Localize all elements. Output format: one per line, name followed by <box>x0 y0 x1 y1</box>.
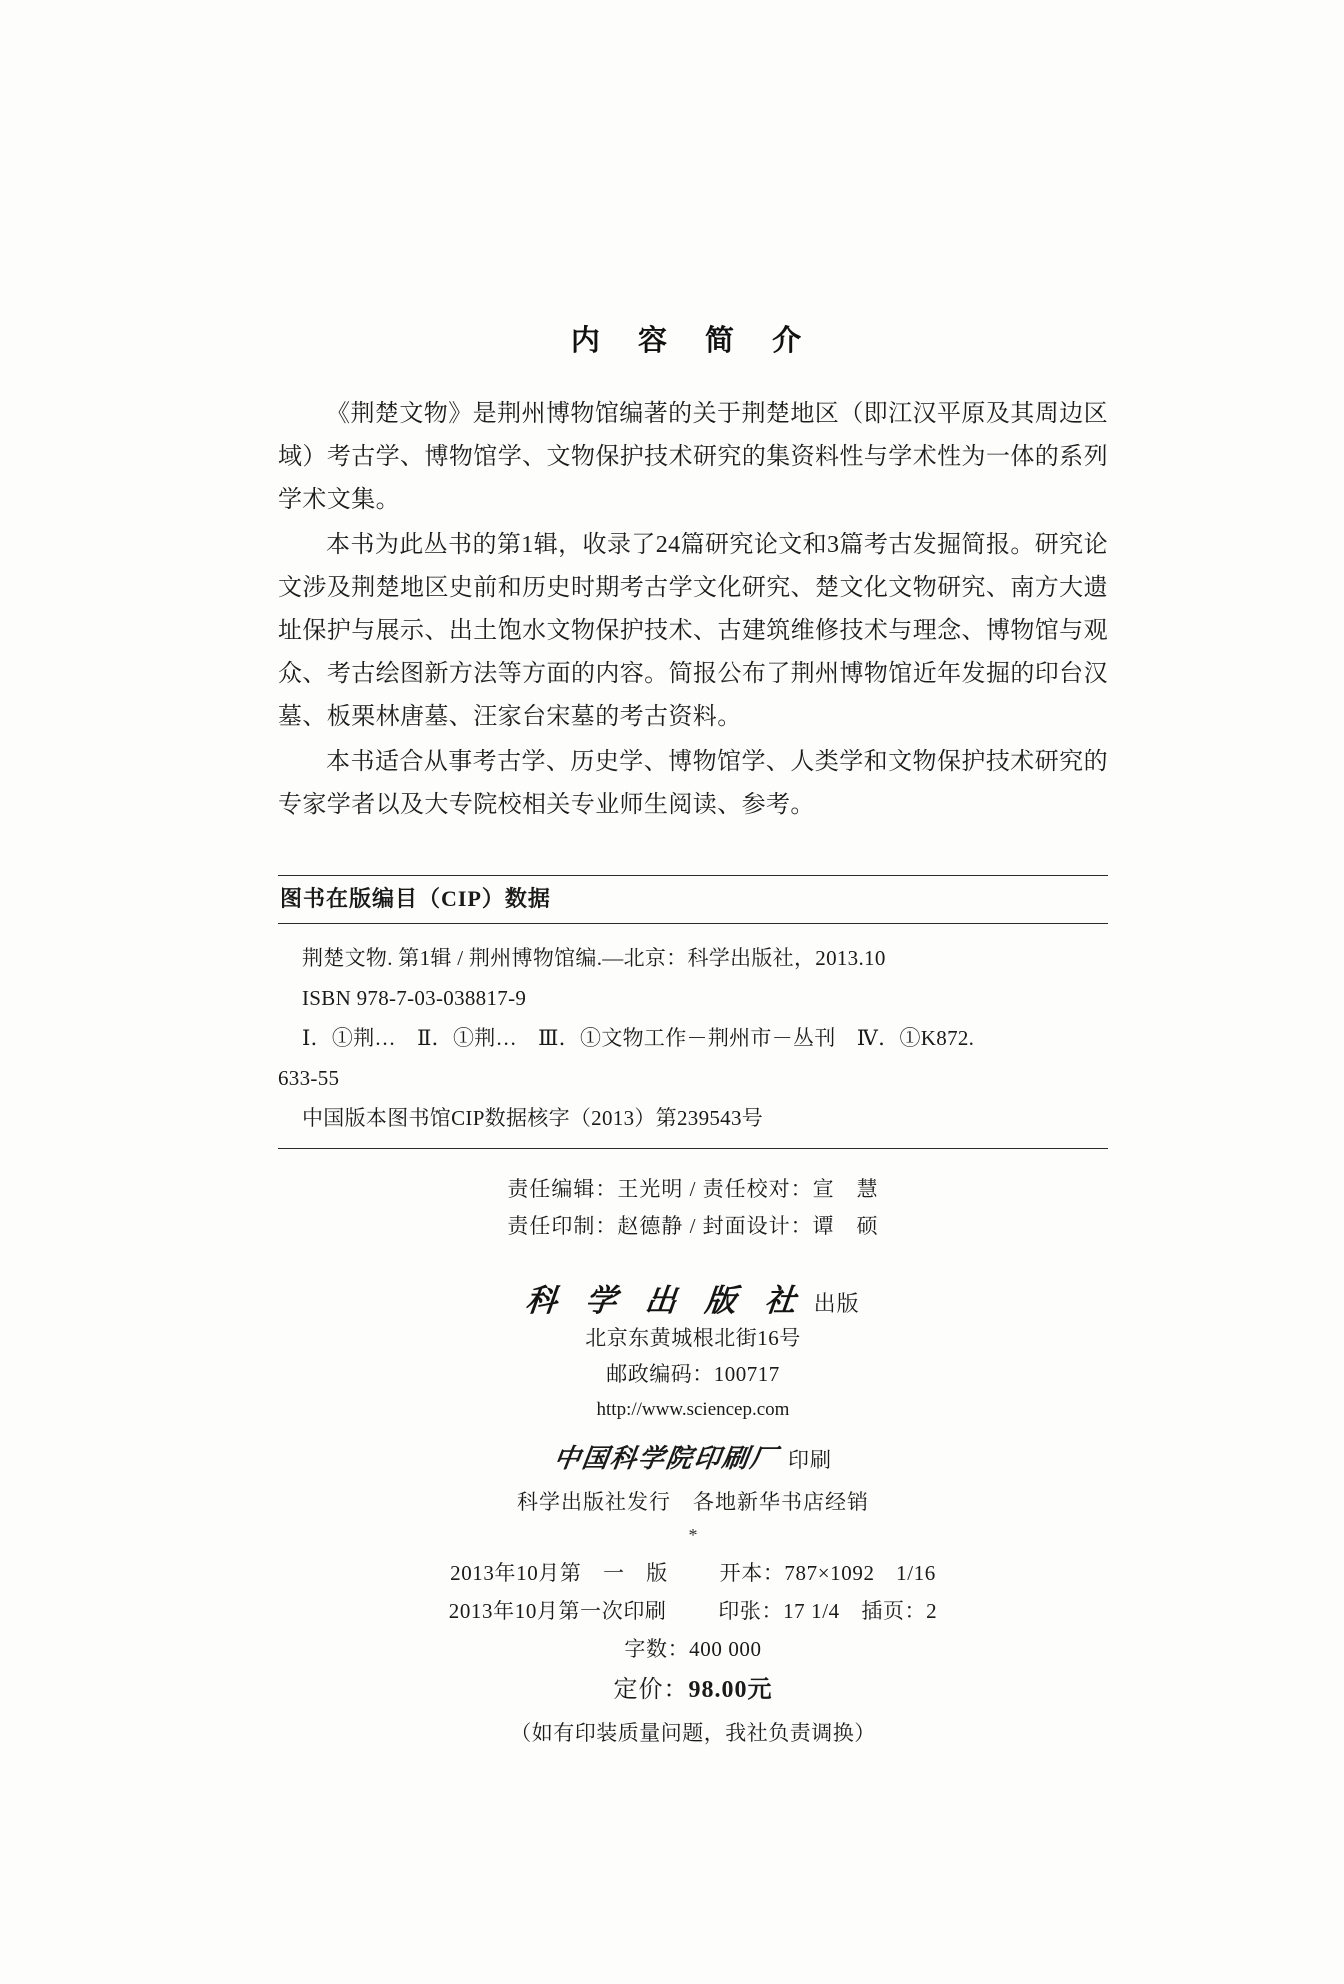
publisher-suffix: 出版 <box>813 1291 860 1316</box>
printer-suffix: 印刷 <box>788 1448 832 1472</box>
imprint-format: 开本：787×1092 1/16 <box>719 1561 936 1585</box>
cip-block <box>278 875 1108 1149</box>
price-label: 定价： <box>613 1677 689 1703</box>
cip-heading: 图书在版编目（CIP）数据 <box>280 886 551 911</box>
imprint-edition-date: 2013年10月第 一 版 <box>450 1561 668 1585</box>
publisher-name-row <box>278 1275 1108 1320</box>
quality-note: （如有印装质量问题，我社负责调换） <box>510 1721 876 1745</box>
credit-editor-line: 责任编辑：王光明 / 责任校对：宣 慧 <box>507 1177 879 1201</box>
price-value: 98.00元 <box>688 1677 773 1703</box>
imprint-row-print <box>278 1592 1108 1630</box>
printer-row <box>278 1440 1108 1482</box>
imprint-row-edition <box>278 1554 1108 1592</box>
cip-bottom-rule <box>278 1148 1108 1149</box>
cip-body <box>278 924 1108 1148</box>
credits-block <box>278 1171 1108 1245</box>
imprint-sheets: 印张：17 1/4 插页：2 <box>718 1599 938 1623</box>
cip-line-isbn: ISBN 978-7-03-038817-9 <box>302 986 527 1010</box>
publisher-address: 北京东黄城根北街16号 <box>585 1326 801 1350</box>
publisher-url[interactable]: http://www.sciencep.com <box>596 1399 790 1420</box>
cip-line-title: 荆楚文物. 第1辑 / 荆州博物馆编.—北京：科学出版社，2013.10 <box>302 946 886 970</box>
abstract-paragraph-3: 本书适合从事考古学、历史学、博物馆学、人类学和文物保护技术研究的专家学者以及大专院校相关专业师生阅读、参考。 <box>278 749 1108 818</box>
printer-logo-text: 中国科学院印刷厂 <box>551 1444 781 1474</box>
publisher-block <box>278 1275 1108 1548</box>
abstract-paragraph-2: 本书为此丛书的第1辑，收录了24篇研究论文和3篇考古发掘简报。研究论文涉及荆楚地区史前和历史时期考古学文化研究、楚文化文物研究、南方大遗址保护与展示、出土饱水文物保护技术、古建筑维修技术与理念、博物馆与观众、考古绘图新方法等方面的内容。简报公布了荆州博物馆近年发掘的印台汉墓、板栗林唐墓、汪家台宋墓的考古资料。 <box>278 532 1108 730</box>
credit-production-line: 责任印制：赵德静 / 封面设计：谭 硕 <box>507 1214 879 1238</box>
imprint-block <box>278 1554 1108 1754</box>
abstract-paragraph-1: 《荆楚文物》是荆州博物馆编著的关于荆楚地区（即江汉平原及其周边区域）考古学、博物馆学、文物保护技术研究的集资料性与学术性为一体的系列学术文集。 <box>278 401 1108 513</box>
page-content <box>278 318 1108 1754</box>
publisher-postcode: 邮政编码：100717 <box>606 1362 780 1386</box>
distribution-line: 科学出版社发行 各地新华书店经销 <box>517 1490 869 1514</box>
price-row <box>278 1668 1108 1712</box>
imprint-print-date: 2013年10月第一次印刷 <box>448 1599 667 1623</box>
cip-line-registry: 中国版本图书馆CIP数据核字（2013）第239543号 <box>302 1106 764 1130</box>
page-title: 内 容 简 介 <box>570 323 816 357</box>
cip-line-classification-cont: 633-55 <box>278 1066 340 1090</box>
cip-line-classification: Ⅰ．①荆… Ⅱ．①荆… Ⅲ．①文物工作－荆州市－丛刊 Ⅳ．①K872. <box>302 1026 975 1050</box>
abstract-block <box>278 393 1108 827</box>
publisher-logo-text: 科 学 出 版 社 <box>524 1283 808 1319</box>
separator-asterisk: * <box>688 1525 698 1545</box>
imprint-word-count: 字数：400 000 <box>624 1637 762 1661</box>
